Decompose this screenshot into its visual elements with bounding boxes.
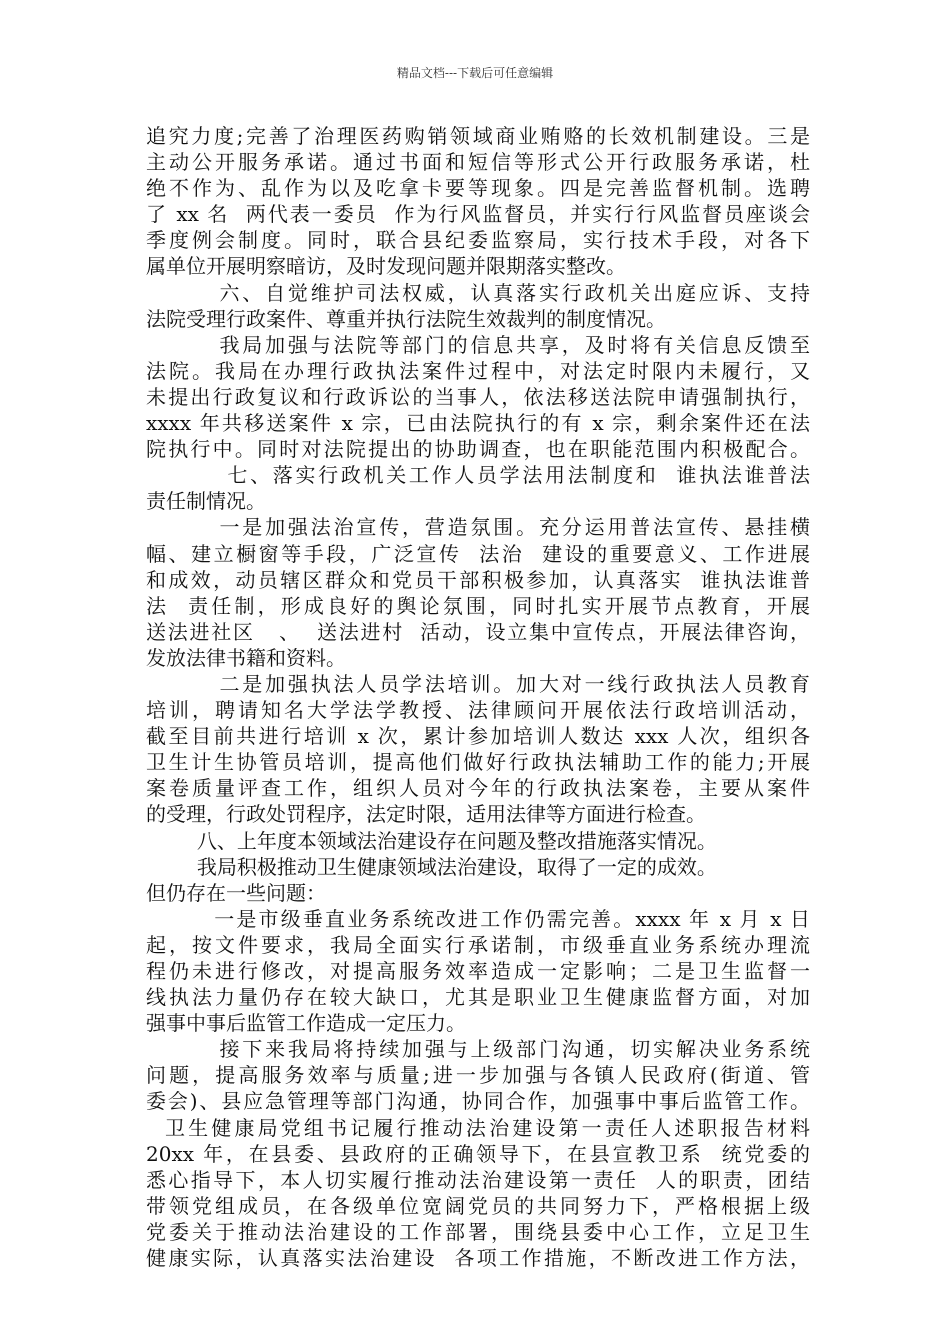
text-line: 线执法力量仍存在较大缺口，尤其是职业卫生健康监督方面，对加 bbox=[146, 985, 810, 1010]
text-line: 程仍未进行修改，对提高服务效率造成一定影响；二是卫生监督一 bbox=[146, 959, 810, 983]
text-line: xxxx 年共移送案件 x 宗，已由法院执行的有 x 宗，剩余案件还在法 bbox=[146, 411, 810, 436]
text-line: 委会)、县应急管理等部门沟通，协同合作，加强事中事后监管工作。 bbox=[146, 1089, 810, 1114]
text-line: 法院受理行政案件、尊重并执行法院生效裁判的制度情况。 bbox=[146, 306, 666, 331]
text-line: 问题，提高服务效率与质量;进一步加强与各镇人民政府(街道、管 bbox=[146, 1063, 810, 1088]
text-line: 我局积极推动卫生健康领域法治建设，取得了一定的成效。 bbox=[146, 854, 717, 879]
text-line: 发放法律书籍和资料。 bbox=[146, 645, 346, 670]
text-line: 主动公开服务承诺。通过书面和短信等形式公开行政服务承诺，杜 bbox=[146, 150, 810, 175]
text-line: 和成效，动员辖区群众和党员干部积极参加，认真落实 谁执法谁普 bbox=[146, 567, 810, 592]
text-line: 八、上年度本领域法治建设存在问题及整改措施落实情况。 bbox=[146, 828, 717, 853]
text-line: 培训，聘请知名大学法学教授、法律顾问开展依法行政培训活动， bbox=[146, 698, 810, 723]
text-line: 20xx 年，在县委、县政府的正确领导下，在县宣教卫系 统党委的 bbox=[146, 1141, 810, 1166]
text-line: 的受理，行政处罚程序，法定时限，适用法律等方面进行检查。 bbox=[146, 802, 706, 827]
text-line: 六、自觉维护司法权威，认真落实行政机关出庭应诉、支持 bbox=[146, 280, 810, 305]
text-line: 季度例会制度。同时，联合县纪委监察局，实行技术手段，对各下 bbox=[146, 228, 810, 253]
text-line: 未提出行政复议和行政诉讼的当事人，依法移送法院申请强制执行， bbox=[146, 384, 810, 409]
text-line: 起，按文件要求，我局全面实行承诺制，市级垂直业务系统办理流 bbox=[146, 932, 810, 957]
text-line: 追究力度;完善了治理医药购销领域商业贿赂的长效机制建设。三是 bbox=[146, 124, 810, 148]
text-line: 党委关于推动法治建设的工作部署，围绕县委中心工作，立足卫生 bbox=[146, 1219, 810, 1244]
text-line: 了 xx 名 两代表一委员 作为行风监督员，并实行行风监督员座谈会 bbox=[146, 202, 810, 227]
text-line: 一是加强法治宣传，营造氛围。充分运用普法宣传、悬挂横 bbox=[146, 515, 810, 540]
text-line: 属单位开展明察暗访，及时发现问题并限期落实整改。 bbox=[146, 254, 626, 279]
text-line: 绝不作为、乱作为以及吃拿卡要等现象。四是完善监督机制。选聘 bbox=[146, 176, 810, 201]
text-line: 悉心指导下，本人切实履行推动法治建设第一责任 人的职责，团结 bbox=[146, 1167, 810, 1192]
document-body bbox=[146, 123, 810, 1271]
text-line: 法 责任制，形成良好的舆论氛围，同时扎实开展节点教育，开展 bbox=[146, 593, 810, 618]
text-line: 七、落实行政机关工作人员学法用法制度和 谁执法谁普法 bbox=[146, 463, 810, 488]
text-line: 法院。我局在办理行政执法案件过程中，对法定时限内未履行，又 bbox=[146, 358, 810, 383]
text-line: 幅、建立橱窗等手段，广泛宣传 法治 建设的重要意义、工作进展 bbox=[146, 541, 810, 566]
text-line: 送法进社区 、 送法进村 活动，设立集中宣传点，开展法律咨询， bbox=[146, 619, 810, 644]
text-line: 卫生计生协管员培训，提高他们做好行政执法辅助工作的能力;开展 bbox=[146, 750, 810, 775]
text-line: 院执行中。同时对法院提出的协助调查，也在职能范围内积极配合。 bbox=[146, 437, 810, 462]
text-line: 我局加强与法院等部门的信息共享，及时将有关信息反馈至 bbox=[146, 332, 810, 357]
text-line: 截至目前共进行培训 x 次，累计参加培训人数达 xxx 人次，组织各 bbox=[146, 724, 810, 749]
text-line: 一是市级垂直业务系统改进工作仍需完善。xxxx 年 x 月 x 日 bbox=[146, 906, 810, 931]
text-line: 案卷质量评查工作，组织人员对今年的行政执法案卷，主要从案件 bbox=[146, 776, 810, 801]
text-line: 二是加强执法人员学法培训。加大对一线行政执法人员教育 bbox=[146, 671, 810, 696]
text-line: 卫生健康局党组书记履行推动法治建设第一责任人述职报告材料 bbox=[146, 1115, 810, 1140]
text-line: 健康实际，认真落实法治建设 各项工作措施，不断改进工作方法， bbox=[146, 1246, 810, 1271]
text-line: 但仍存在一些问题： bbox=[146, 880, 326, 905]
text-line: 接下来我局将持续加强与上级部门沟通，切实解决业务系统 bbox=[146, 1037, 810, 1062]
text-line: 带领党组成员，在各级单位宽阔党员的共同努力下，严格根据上级 bbox=[146, 1193, 810, 1218]
text-line: 责任制情况。 bbox=[146, 489, 266, 514]
text-line: 强事中事后监管工作造成一定压力。 bbox=[146, 1011, 466, 1036]
page-header: 精品文档---下载后可任意编辑 bbox=[396, 66, 554, 80]
